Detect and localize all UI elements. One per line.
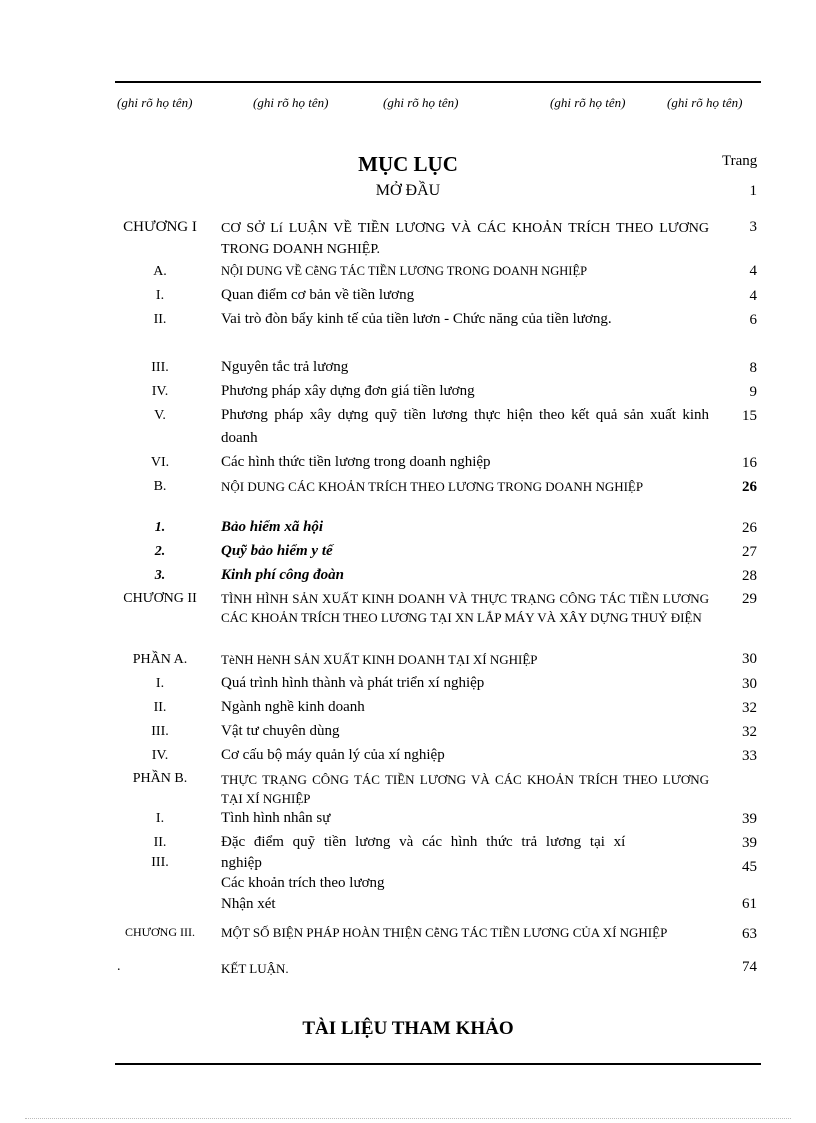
toc-number: 3. (154, 568, 166, 583)
toc-number: B. (153, 479, 167, 494)
toc-page: 15 (742, 408, 757, 424)
toc-entry: Quan điểm cơ bản về tiền lương (221, 287, 415, 303)
toc-entry: Các hình thức tiền lương trong doanh nghiệp (221, 454, 491, 470)
toc-number: III. (151, 360, 169, 375)
toc-number: IV. (151, 748, 169, 763)
toc-page: 16 (742, 455, 757, 471)
toc-page: 33 (742, 748, 757, 764)
toc-page: 26 (742, 479, 757, 495)
toc-number: I. (155, 288, 165, 303)
toc-number: I. (155, 811, 165, 826)
toc-page: 4 (749, 288, 757, 304)
signature-note-3: (ghi rõ họ tên) (383, 95, 459, 110)
toc-number: 2. (154, 544, 166, 559)
toc-page: 29 (742, 591, 757, 607)
toc-entry: Bảo hiểm xã hội (221, 519, 324, 535)
toc-entry: Quỹ bảo hiểm y tế (221, 543, 333, 559)
toc-entry: Các khoản trích theo lương (221, 875, 385, 891)
toc-page: 30 (742, 651, 757, 667)
toc-entry: KẾT LUẬN. (221, 961, 289, 976)
toc-number: A. (153, 264, 167, 279)
toc-number: II. (153, 312, 167, 327)
toc-number: CHƯƠNG II (123, 591, 197, 606)
toc-page: 28 (742, 568, 757, 584)
page-edge-dots (25, 1118, 791, 1119)
toc-number: II. (153, 700, 167, 715)
toc-page: 61 (742, 896, 757, 912)
toc-number: IV. (151, 384, 169, 399)
toc-page: 63 (742, 926, 757, 942)
page-column-header: Trang (722, 153, 758, 169)
toc-entry: MỘT SỐ BIỆN PHÁP HOÀN THIỆN CễNG TÁC TIỀN LƯƠNG CỦA XÍ NGHIỆP (221, 925, 668, 940)
toc-entry: Quá trình hình thành và phát triển xí nghiệp (221, 675, 485, 691)
toc-page: 9 (749, 384, 757, 400)
toc-number: . (117, 959, 121, 974)
toc-page: 3 (749, 219, 757, 235)
top-rule (115, 81, 761, 83)
toc-title: MỤC LỤC (358, 152, 458, 176)
signature-note-1: (ghi rõ họ tên) (117, 95, 193, 110)
toc-number: II. (153, 835, 167, 850)
toc-entry: Đặc điểm quỹ tiền lương và các hình thức trả lương tại xí (221, 834, 626, 850)
toc-entry: NỘI DUNG VỀ CễNG TÁC TIỀN LƯƠNG TRONG DOANH NGHIỆP (221, 264, 588, 278)
toc-entry: nghiệp (221, 855, 262, 871)
toc-page: 45 (742, 859, 757, 875)
toc-entry: Cơ cấu bộ máy quản lý của xí nghiệp (221, 747, 445, 763)
toc-entry: Nhận xét (221, 896, 276, 912)
toc-number: CHƯƠNG III. (125, 925, 195, 939)
toc-page: 8 (749, 360, 757, 376)
signature-note-5: (ghi rõ họ tên) (667, 95, 743, 110)
toc-page: 39 (742, 835, 757, 851)
toc-page: 74 (742, 959, 757, 975)
toc-number: III. (151, 855, 169, 870)
toc-page: 27 (742, 544, 757, 560)
toc-entry: NỘI DUNG CÁC KHOẢN TRÍCH THEO LƯƠNG TRONG DOANH NGHIỆP (221, 479, 644, 494)
toc-entry: Phương pháp xây dựng đơn giá tiền lương (221, 383, 475, 399)
toc-page: 30 (742, 676, 757, 692)
toc-page: 32 (742, 724, 757, 740)
toc-number: CHƯƠNG I (123, 219, 197, 235)
toc-number: PHẦN B. (132, 771, 188, 786)
toc-page: 6 (749, 312, 757, 328)
toc-number: VI. (150, 455, 170, 470)
intro-label: MỞ ĐẦU (375, 182, 441, 199)
signature-note-4: (ghi rõ họ tên) (550, 95, 626, 110)
toc-entry: CƠ SỞ Lí LUẬN VỀ TIỀN LƯƠNG VÀ CÁC KHOẢN TRÍCH THEO LƯƠNG TRONG DOANH NGHIỆP. (221, 221, 709, 257)
toc-page: 32 (742, 700, 757, 716)
toc-entry: Vai trò đòn bẩy kinh tế của tiền lươn - Chức năng của tiền lương. (221, 311, 612, 327)
toc-entry: Nguyên tắc trả lương (221, 359, 349, 375)
toc-entry: TÌNH HÌNH SẢN XUẤT KINH DOANH VÀ THỰC TRẠNG CÔNG TÁC TIỀN LƯƠNG CÁC KHOẢN TRÍCH THEO LƯƠNG TẠI XN LẮP MÁY VÀ XÂY DỰNG THUỶ ĐIỆN (221, 591, 709, 625)
toc-entry: Vật tư chuyên dùng (221, 723, 340, 739)
toc-entry: Phương pháp xây dựng quỹ tiền lương thực hiện theo kết quả sản xuất kinh doanh (221, 407, 709, 446)
signature-note-2: (ghi rõ họ tên) (253, 95, 329, 110)
toc-number: III. (151, 724, 169, 739)
toc-page: 26 (742, 520, 757, 536)
toc-entry: TèNH HèNH SẢN XUẤT KINH DOANH TẠI XÍ NGHIỆP (221, 652, 538, 667)
toc-number: V. (154, 408, 166, 423)
toc-entry: Kinh phí công đoàn (221, 567, 344, 583)
toc-page: 4 (749, 263, 757, 279)
toc-entry: THỰC TRẠNG CÔNG TÁC TIỀN LƯƠNG VÀ CÁC KHOẢN TRÍCH THEO LƯƠNG TẠI XÍ NGHIỆP (221, 772, 709, 806)
toc-page: 39 (742, 811, 757, 827)
bottom-rule (115, 1063, 761, 1065)
toc-entry: Tình hình nhân sự (221, 810, 331, 826)
references-heading: TÀI LIỆU THAM KHẢO (302, 1018, 514, 1039)
toc-number: 1. (154, 520, 166, 535)
toc-number: PHẦN A. (132, 652, 188, 667)
toc-entry: Ngành nghề kinh doanh (221, 699, 365, 715)
intro-page: 1 (749, 183, 757, 199)
toc-number: I. (155, 676, 165, 691)
